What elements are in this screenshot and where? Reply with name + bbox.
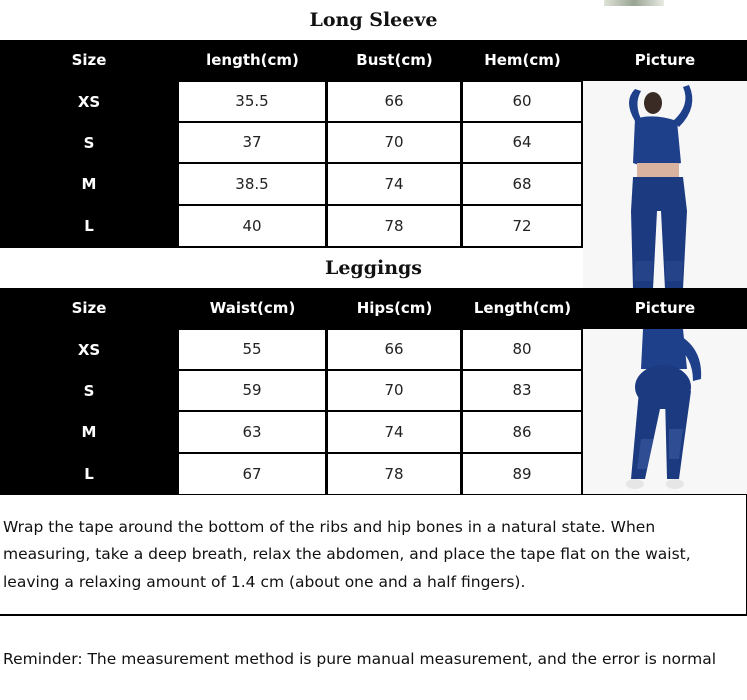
table-cell: 70 xyxy=(328,123,460,162)
header-waist: Waist(cm) xyxy=(209,299,296,317)
table-cell: 38.5 xyxy=(179,164,325,204)
leggings-title: Leggings xyxy=(324,257,423,279)
table-cell: 35.5 xyxy=(179,82,325,121)
row-size-label: M xyxy=(81,423,97,441)
table-cell: 64 xyxy=(463,123,581,162)
row-size-label: XS xyxy=(77,93,101,111)
header-bust: Bust(cm) xyxy=(356,51,433,69)
table-cell: 70 xyxy=(328,371,460,410)
table-cell: 60 xyxy=(463,82,581,121)
header-hem: Hem(cm) xyxy=(484,51,561,69)
table-cell: 68 xyxy=(463,164,581,204)
table-cell: 83 xyxy=(463,371,581,410)
table-cell: 78 xyxy=(328,206,460,246)
table-cell: 66 xyxy=(328,82,460,121)
leggings-product-photo xyxy=(583,329,747,494)
instruction-line-2: measuring, take a deep breath, relax the abdomen, and place the tape flat on the waist, xyxy=(3,545,691,563)
table-cell: 89 xyxy=(463,454,581,494)
table-cell: 86 xyxy=(463,412,581,452)
row-size-label: L xyxy=(84,465,94,483)
table-cell: 40 xyxy=(179,206,325,246)
leggings-size-table xyxy=(0,288,747,494)
table-cell: 66 xyxy=(328,330,460,369)
row-size-label: L xyxy=(84,217,94,235)
header-size: Size xyxy=(71,299,107,317)
row-size-label: M xyxy=(81,175,97,193)
table-cell: 59 xyxy=(179,371,325,410)
table-cell: 37 xyxy=(179,123,325,162)
header-hips: Hips(cm) xyxy=(356,299,433,317)
table-cell: 80 xyxy=(463,330,581,369)
reminder-text: Reminder: The measurement method is pure manual measurement, and the error is normal xyxy=(3,650,717,668)
table-cell: 67 xyxy=(179,454,325,494)
instruction-line-3: leaving a relaxing amount of 1.4 cm (about one and a half fingers). xyxy=(3,573,526,591)
row-size-label: S xyxy=(83,134,95,152)
long-sleeve-size-table xyxy=(0,40,747,248)
table-cell: 74 xyxy=(328,164,460,204)
table-cell: 72 xyxy=(463,206,581,246)
long-sleeve-title: Long Sleeve xyxy=(309,9,438,31)
header-size: Size xyxy=(71,51,107,69)
table-cell: 55 xyxy=(179,330,325,369)
header-picture: Picture xyxy=(634,299,696,317)
row-size-label: XS xyxy=(77,341,101,359)
header-length: Length(cm) xyxy=(473,299,572,317)
table-cell: 78 xyxy=(328,454,460,494)
table-cell: 63 xyxy=(179,412,325,452)
row-size-label: S xyxy=(83,382,95,400)
header-length: length(cm) xyxy=(206,51,299,69)
table-cell: 74 xyxy=(328,412,460,452)
cropped-photo-strip xyxy=(604,0,664,6)
instruction-line-1: Wrap the tape around the bottom of the ribs and hip bones in a natural state. When xyxy=(3,518,656,536)
header-picture: Picture xyxy=(634,51,696,69)
